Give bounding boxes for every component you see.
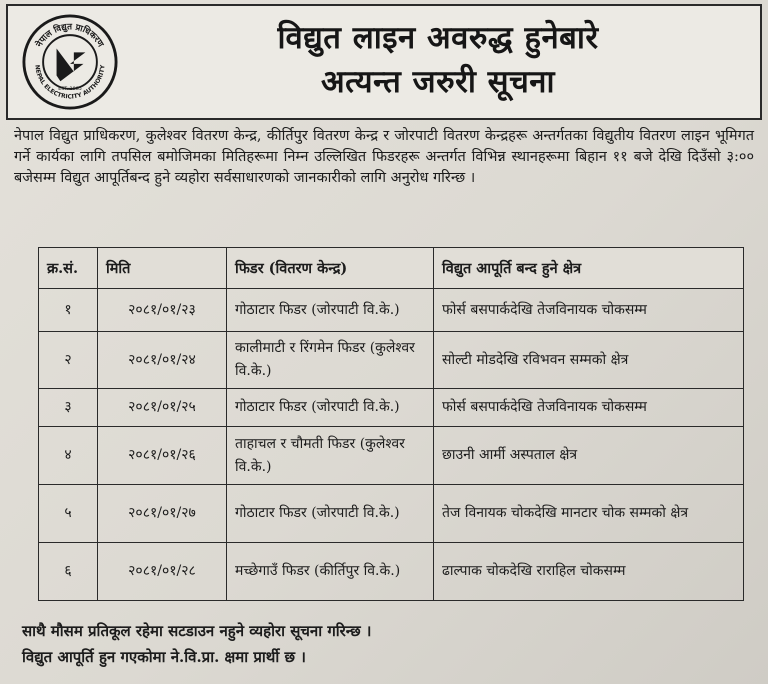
logo-text-bottom: NEPAL ELECTRICITY AUTHORITY xyxy=(33,64,107,101)
cell-area: फोर्स बसपार्कदेखि तेजविनायक चोकसम्म xyxy=(434,389,744,427)
cell-area: ढाल्पाक चोकदेखि राराहिल चोकसम्म xyxy=(434,543,744,601)
footer-notes xyxy=(22,618,752,670)
cell-sn: ६ xyxy=(39,543,98,601)
cell-date: २०८१/०१/२८ xyxy=(98,543,227,601)
cell-sn: २ xyxy=(39,332,98,389)
table-row xyxy=(39,332,744,389)
cell-feeder: गोठाटार फिडर (जोरपाटी वि.के.) xyxy=(227,289,434,332)
page-title-line1: विद्युत लाइन अवरुद्ध हुनेबारे xyxy=(277,20,599,56)
footer-line1: साथै मौसम प्रतिकूल रहेमा सटडाउन नहुने व्यहोरा सूचना गरिन्छ । xyxy=(22,622,372,640)
cell-feeder: ताहाचल र चौमती फिडर (कुलेश्वर वि.के.) xyxy=(227,427,434,485)
nea-logo-icon xyxy=(22,14,118,110)
footer-line2: विद्युत आपूर्ति हुन गएकोमा ने.वि.प्रा. क्षमा प्रार्थी छ । xyxy=(22,648,306,666)
header-feeder: फिडर (वितरण केन्द्र) xyxy=(227,248,434,289)
header-area: विद्युत आपूर्ति बन्द हुने क्षेत्र xyxy=(434,248,744,289)
table-row xyxy=(39,389,744,427)
cell-sn: १ xyxy=(39,289,98,332)
cell-feeder: गोठाटार फिडर (जोरपाटी वि.के.) xyxy=(227,485,434,543)
cell-sn: ५ xyxy=(39,485,98,543)
intro-paragraph: नेपाल विद्युत प्राधिकरण, कुलेश्वर वितरण केन्द्र, कीर्तिपुर वितरण केन्द्र र जोरपाटी वितरण केन्द्रहरू अन्तर्गतका विद्युतीय वितरण लाइन भूमिगत गर्ने कार्यका लागि तपसिल बमोजिमका मितिहरूमा निम्न उल्लिखित फिडरहरू अन्तर्गत विभिन्न स्थानहरूमा बिहान ११ बजे देखि दिउँसो ३:०० बजेसम्म विद्युत आपूर्तिबन्द हुने व्यहोरा सर्वसाधारणको जानकारीको लागि अनुरोध गरिन्छ । xyxy=(14,128,754,186)
title-block xyxy=(138,16,738,104)
cell-feeder: मच्छेगाउँ फिडर (कीर्तिपुर वि.के.) xyxy=(227,543,434,601)
table-header-row xyxy=(39,248,744,289)
cell-date: २०८१/०१/२३ xyxy=(98,289,227,332)
table-row xyxy=(39,485,744,543)
cell-feeder: गोठाटार फिडर (जोरपाटी वि.के.) xyxy=(227,389,434,427)
header-sn: क्र.सं. xyxy=(39,248,98,289)
cell-sn: ३ xyxy=(39,389,98,427)
page-title-line2: अत्यन्त जरुरी सूचना xyxy=(320,64,556,100)
cell-date: २०८१/०१/२४ xyxy=(98,332,227,389)
cell-date: २०८१/०१/२७ xyxy=(98,485,227,543)
cell-area: तेज विनायक चोकदेखि मानटार चोक सम्मको क्षेत्र xyxy=(434,485,744,543)
cell-feeder: कालीमाटी र रिंगमेन फिडर (कुलेश्वर वि.के.) xyxy=(227,332,434,389)
notice-header xyxy=(6,4,762,120)
logo-text-top: नेपाल विद्युत प्राधिकरण xyxy=(34,22,106,49)
table-row xyxy=(39,427,744,485)
cell-date: २०८१/०१/२५ xyxy=(98,389,227,427)
table-row xyxy=(39,289,744,332)
cell-date: २०८१/०१/२६ xyxy=(98,427,227,485)
cell-area: छाउनी आर्मी अस्पताल क्षेत्र xyxy=(434,427,744,485)
cell-area: फोर्स बसपार्कदेखि तेजविनायक चोकसम्म xyxy=(434,289,744,332)
cell-area: सोल्टी मोडदेखि रविभवन सम्मको क्षेत्र xyxy=(434,332,744,389)
schedule-table xyxy=(38,247,744,601)
table-row xyxy=(39,543,744,601)
logo-est: EST. 1985 xyxy=(58,86,82,92)
header-date: मिति xyxy=(98,248,227,289)
cell-sn: ४ xyxy=(39,427,98,485)
